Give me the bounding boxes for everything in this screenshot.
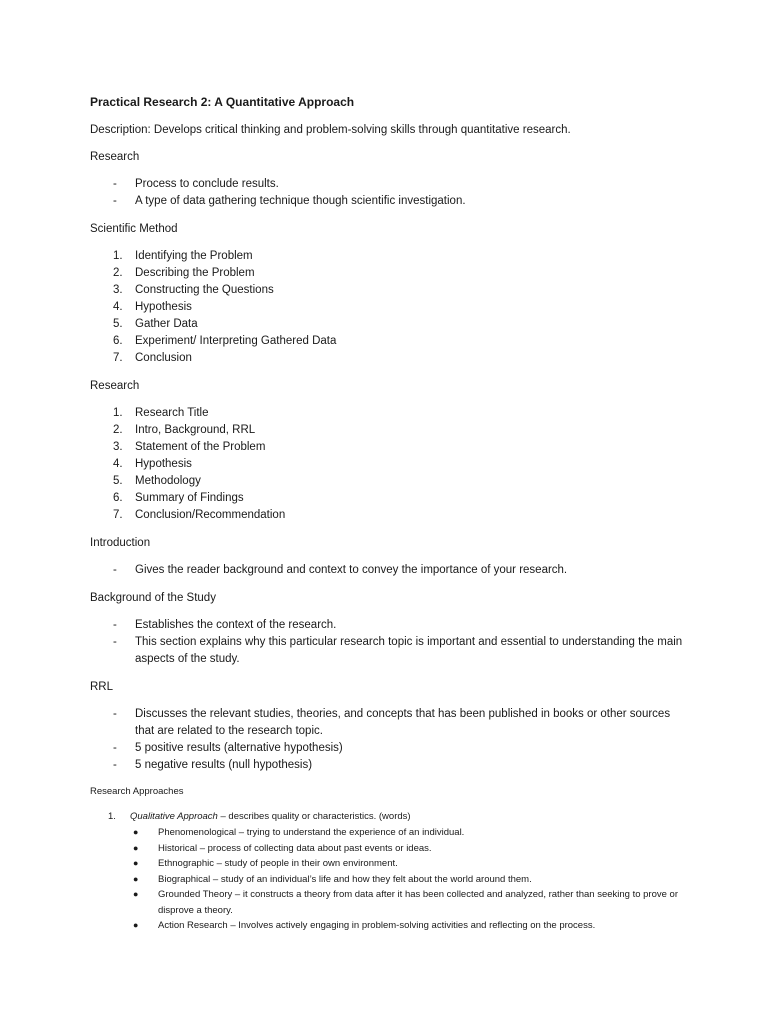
bullet-marker: ●	[133, 920, 139, 930]
list-item	[90, 918, 690, 934]
dash-marker: -	[113, 759, 117, 771]
research-definition-list	[90, 176, 690, 210]
approach-item	[90, 809, 690, 824]
list-item-text: Methodology	[135, 475, 201, 487]
list-item	[90, 825, 690, 841]
background-list	[90, 617, 690, 668]
list-item-text: Describing the Problem	[135, 267, 255, 279]
scientific-method-heading: Scientific Method	[90, 223, 178, 235]
list-item	[90, 490, 690, 507]
list-item-text: Summary of Findings	[135, 492, 244, 504]
dash-marker: -	[113, 195, 117, 207]
bullet-marker: ●	[133, 842, 139, 853]
list-item-text: Establishes the context of the research.	[135, 619, 337, 631]
dash-marker: -	[113, 178, 117, 190]
list-item	[90, 316, 690, 333]
approach-term: Qualitative Approach	[130, 811, 218, 822]
background-heading: Background of the Study	[90, 592, 216, 604]
list-item-text: Process to conclude results.	[135, 178, 279, 190]
list-item	[90, 439, 690, 456]
list-item	[90, 456, 690, 473]
list-item	[90, 856, 690, 872]
list-item-text: A type of data gathering technique though scientific investigation.	[135, 195, 466, 207]
list-item-text: Identifying the Problem	[135, 250, 253, 262]
list-item-text: Gives the reader background and context to convey the importance of your research.	[135, 564, 568, 576]
approach-description: – describes quality or characteristics. (words)	[217, 811, 411, 822]
list-item	[90, 350, 690, 367]
introduction-list	[90, 562, 690, 579]
list-item-text: Conclusion/Recommendation	[135, 509, 286, 521]
list-item	[90, 706, 690, 740]
bullet-marker: ●	[133, 873, 139, 884]
research-parts-heading: Research	[90, 380, 140, 392]
list-item-text: 5 negative results (null hypothesis)	[135, 759, 313, 771]
list-item-text: Conclusion	[135, 352, 192, 364]
number-marker: 6.	[113, 335, 123, 347]
number-marker: 7.	[113, 352, 123, 364]
list-item-text: Hypothesis	[135, 458, 192, 470]
list-item	[90, 507, 690, 524]
bullet-marker: ●	[133, 827, 139, 837]
list-item-text: Grounded Theory – it constructs a theory from data after it has been collected and analyzed, rather than seeking to prove or disprove a theory.	[158, 889, 678, 916]
list-item-text: Experiment/ Interpreting Gathered Data	[135, 335, 337, 347]
number-marker: 3.	[113, 441, 123, 453]
description-text: Description: Develops critical thinking and problem-solving skills through quantitative research.	[90, 124, 571, 136]
list-item	[90, 740, 690, 757]
number-marker: 1.	[113, 250, 123, 262]
research-heading: Research	[90, 151, 140, 163]
number-marker: 5.	[113, 318, 123, 330]
dash-marker: -	[113, 564, 117, 576]
list-item-text: Phenomenological – trying to understand the experience of an individual.	[158, 827, 465, 838]
list-item-text: Statement of the Problem	[135, 441, 266, 453]
number-marker: 2.	[113, 267, 123, 279]
list-item-text: Constructing the Questions	[135, 284, 274, 296]
research-parts-list	[90, 405, 690, 524]
qualitative-types-list	[90, 825, 690, 934]
list-item	[90, 422, 690, 439]
research-approaches-heading: Research Approaches	[90, 786, 184, 797]
list-item	[90, 757, 690, 774]
list-item-text: Hypothesis	[135, 301, 192, 313]
rrl-heading: RRL	[90, 681, 114, 693]
scientific-method-list	[90, 248, 690, 367]
list-item-text: Intro, Background, RRL	[135, 424, 256, 436]
list-item-text: Action Research – Involves actively engaging in problem-solving activities and reflecting on the process.	[158, 920, 596, 931]
dash-marker: -	[113, 742, 117, 754]
number-marker: 6.	[113, 492, 123, 504]
introduction-heading: Introduction	[90, 537, 151, 549]
document-title: Practical Research 2: A Quantitative Approach	[90, 95, 355, 109]
dash-marker: -	[113, 636, 117, 648]
list-item-text: Discusses the relevant studies, theories, and concepts that has been published in books or other sources that are related to the research topic.	[135, 708, 671, 737]
list-item	[90, 562, 690, 579]
research-approaches-section	[90, 809, 690, 934]
number-marker: 1.	[113, 407, 123, 419]
list-item	[90, 248, 690, 265]
document-body	[90, 94, 690, 934]
list-item	[90, 473, 690, 490]
number-marker: 1.	[108, 811, 116, 822]
list-item	[90, 265, 690, 282]
list-item	[90, 617, 690, 634]
list-item	[90, 634, 690, 668]
list-item-text: Gather Data	[135, 318, 198, 330]
list-item	[90, 282, 690, 299]
bullet-marker: ●	[133, 889, 139, 899]
list-item-text: Research Title	[135, 407, 209, 419]
list-item	[90, 333, 690, 350]
number-marker: 4.	[113, 458, 123, 470]
list-item	[90, 405, 690, 422]
list-item-text: Historical – process of collecting data about past events or ideas.	[158, 842, 432, 854]
number-marker: 4.	[113, 301, 123, 313]
list-item-text: 5 positive results (alternative hypothesis)	[135, 742, 343, 754]
number-marker: 7.	[113, 509, 123, 521]
list-item	[90, 299, 690, 316]
list-item	[90, 872, 690, 888]
bullet-marker: ●	[133, 858, 139, 868]
list-item	[90, 193, 690, 210]
list-item	[90, 176, 690, 193]
number-marker: 2.	[113, 424, 123, 436]
list-item-text: This section explains why this particular research topic is important and essential to understanding the main aspects of the study.	[135, 636, 683, 665]
dash-marker: -	[113, 708, 117, 720]
number-marker: 3.	[113, 284, 123, 296]
list-item-text: Ethnographic – study of people in their own environment.	[158, 858, 398, 869]
number-marker: 5.	[113, 475, 123, 487]
list-item	[90, 841, 690, 857]
dash-marker: -	[113, 619, 117, 631]
rrl-list	[90, 706, 690, 774]
list-item	[90, 887, 690, 918]
list-item-text: Biographical – study of an individual’s life and how they felt about the world around them.	[158, 873, 532, 885]
